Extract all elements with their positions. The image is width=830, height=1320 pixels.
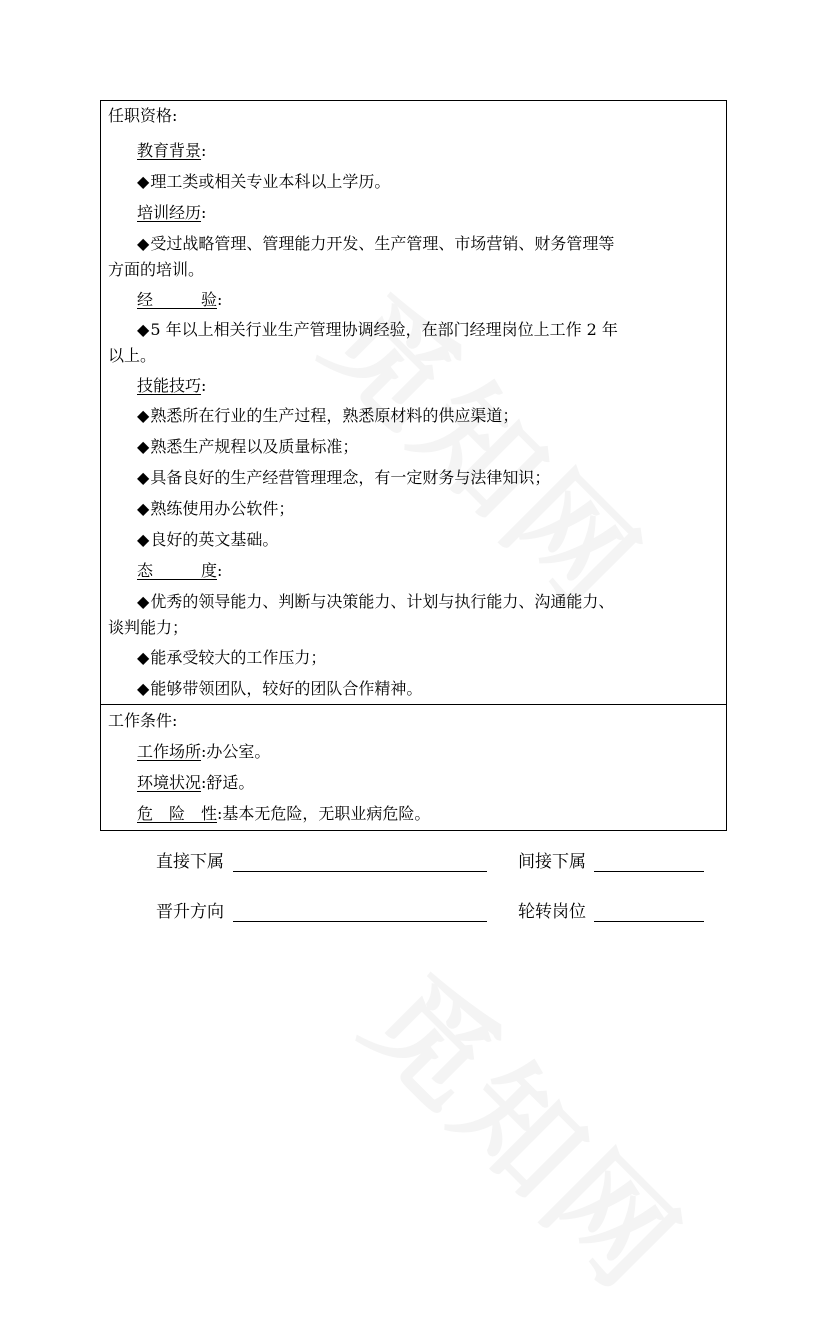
skills-label: 技能技巧 — [137, 376, 202, 395]
indirect-reports-field[interactable] — [594, 871, 704, 872]
list-item-continuation: 方面的培训。 — [108, 260, 205, 279]
attitude-label: 态度 — [137, 561, 217, 580]
list-item: ◆5 年以上相关行业生产管理协调经验，在部门经理岗位上工作 2 年 — [137, 320, 618, 339]
list-item: ◆理工类或相关专业本科以上学历。 — [137, 172, 391, 191]
list-item: ◆能承受较大的工作压力； — [137, 648, 327, 667]
list-item-continuation: 谈判能力； — [108, 618, 189, 637]
attitude-heading: 态度: — [137, 561, 223, 580]
diamond-bullet-icon: ◆ — [137, 406, 150, 425]
diamond-bullet-icon: ◆ — [137, 648, 150, 667]
direct-reports-field[interactable] — [233, 871, 487, 872]
workplace-row: 工作场所:办公室。 — [137, 742, 271, 761]
indirect-reports-label: 间接下属 — [518, 852, 586, 872]
risk-value: 基本无危险，无职业病危险。 — [222, 804, 431, 823]
promotion-path-field[interactable] — [233, 921, 487, 922]
diamond-bullet-icon: ◆ — [137, 468, 150, 487]
diamond-bullet-icon: ◆ — [137, 499, 150, 518]
workplace-value: 办公室。 — [206, 742, 271, 761]
experience-label: 经验 — [137, 290, 217, 309]
promotion-path-label: 晋升方向 — [156, 902, 224, 922]
risk-label: 危险性 — [137, 804, 217, 823]
watermark — [335, 932, 724, 1320]
diamond-bullet-icon: ◆ — [137, 530, 150, 549]
risk-row: 危险性:基本无危险，无职业病危险。 — [137, 804, 431, 823]
environment-row: 环境状况:舒适。 — [137, 773, 255, 792]
workplace-label: 工作场所 — [137, 742, 202, 761]
education-heading: 教育背景: — [137, 141, 207, 160]
list-item: ◆熟悉所在行业的生产过程，熟悉原材料的供应渠道； — [137, 406, 519, 425]
diamond-bullet-icon: ◆ — [137, 172, 150, 191]
experience-heading: 经验: — [137, 290, 223, 309]
list-item: ◆具备良好的生产经营管理理念，有一定财务与法律知识； — [137, 468, 551, 487]
list-item: ◆熟悉生产规程以及质量标准； — [137, 437, 359, 456]
list-item: ◆优秀的领导能力、判断与决策能力、计划与执行能力、沟通能力、 — [137, 592, 615, 611]
diamond-bullet-icon: ◆ — [137, 437, 150, 456]
rotation-post-field[interactable] — [594, 921, 704, 922]
diamond-bullet-icon: ◆ — [137, 320, 150, 339]
list-item: ◆能够带领团队，较好的团队合作精神。 — [137, 679, 423, 698]
environment-value: 舒适。 — [206, 773, 255, 792]
conditions-title: 工作条件: — [108, 711, 178, 730]
training-label: 培训经历 — [137, 203, 202, 222]
education-label: 教育背景 — [137, 141, 202, 160]
list-item: ◆受过战略管理、管理能力开发、生产管理、市场营销、财务管理等 — [137, 234, 615, 253]
skills-heading: 技能技巧: — [137, 376, 207, 395]
rotation-post-label: 轮转岗位 — [518, 902, 586, 922]
qualifications-title: 任职资格: — [108, 106, 178, 125]
list-item: ◆熟练使用办公软件； — [137, 499, 295, 518]
diamond-bullet-icon: ◆ — [137, 592, 150, 611]
diamond-bullet-icon: ◆ — [137, 679, 150, 698]
environment-label: 环境状况 — [137, 773, 202, 792]
list-item: ◆良好的英文基础。 — [137, 530, 279, 549]
training-heading: 培训经历: — [137, 203, 207, 222]
direct-reports-label: 直接下属 — [156, 852, 224, 872]
list-item-continuation: 以上。 — [108, 346, 157, 365]
diamond-bullet-icon: ◆ — [137, 234, 150, 253]
